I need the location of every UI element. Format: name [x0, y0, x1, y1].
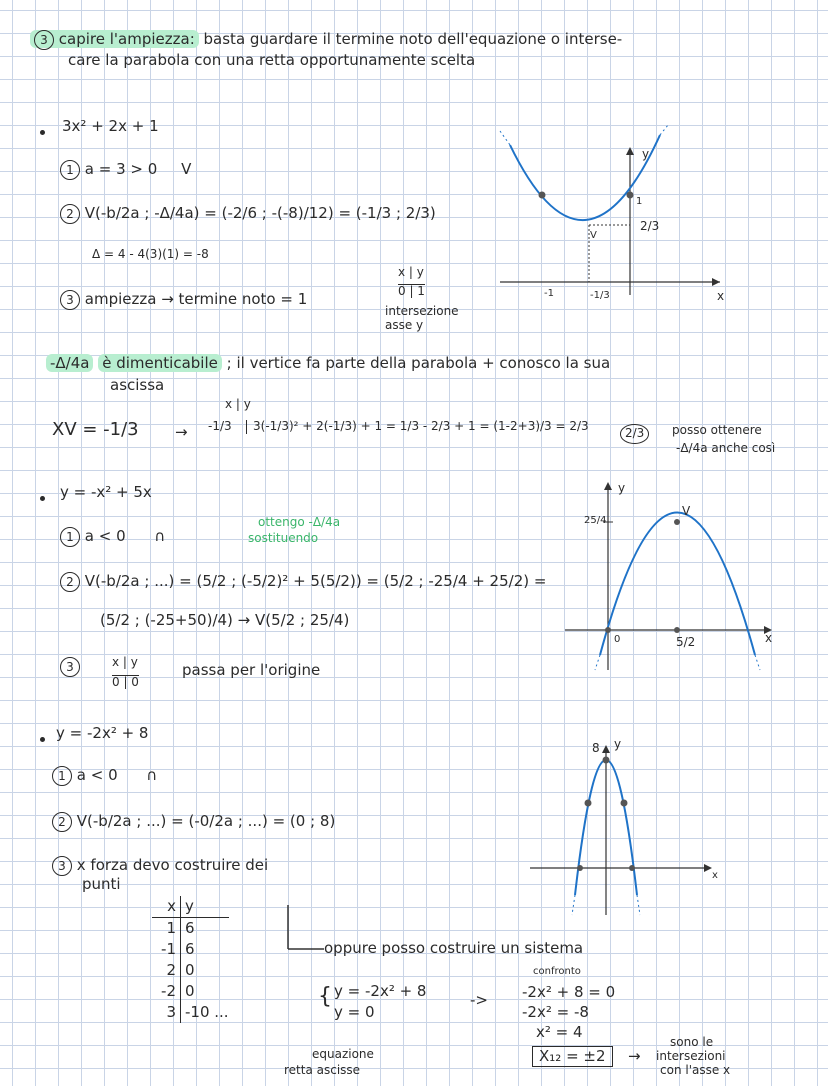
- graph1-tick-1: 1: [636, 196, 643, 207]
- eq-line-3: x² = 4: [536, 1023, 583, 1041]
- example2-table-row: 0 | 0: [112, 675, 139, 689]
- table-row: [152, 1002, 229, 1023]
- graph1-x-label: x: [717, 289, 725, 303]
- table-header-x: x: [152, 896, 181, 917]
- graph2-x-tick: 5/2: [676, 635, 696, 649]
- graph1-tick-neg13: -1/3: [590, 290, 610, 301]
- system-line-1: y = -2x² + 8: [334, 982, 427, 1000]
- concave-up-symbol: V: [181, 160, 192, 178]
- example2-step3-text: passa per l'origine: [182, 661, 321, 679]
- graph3-x-label: x: [712, 870, 718, 881]
- table-row: [152, 939, 229, 960]
- example1-intersection-note-1: intersezione: [385, 304, 459, 318]
- graph-parabola-3: [530, 737, 730, 920]
- table-row: [152, 918, 229, 939]
- table-cell-x: -2: [152, 981, 181, 1002]
- section-title-line: [30, 30, 622, 50]
- example3-step1: 1 a < 0 ∩: [52, 766, 157, 786]
- example1-step3-text: ampiezza → termine noto = 1: [84, 290, 308, 308]
- note-calculation: 3(-1/3)² + 2(-1/3) + 1 = 1/3 - 2/3 + 1 = (1-2+3)/3 = 2/3: [246, 420, 589, 434]
- graph2-y-tick: 25/4: [584, 515, 607, 526]
- eq-line-1: -2x² + 8 = 0: [522, 983, 616, 1001]
- note-side-2: -Δ/4a anche così: [676, 441, 776, 455]
- answer-box: X₁₂ = ±2: [532, 1046, 613, 1067]
- label-equazione: equazione: [312, 1047, 374, 1061]
- answer-arrow: →: [628, 1047, 641, 1065]
- graph1-value-label: 2/3: [640, 219, 660, 233]
- graph-parabola-2: [565, 480, 780, 680]
- concave-down-symbol: ∩: [146, 766, 158, 784]
- example3-step1-text: a < 0: [76, 766, 118, 784]
- example2-equation: y = -x² + 5x: [60, 483, 152, 501]
- table-row: [152, 960, 229, 981]
- point-marker: [627, 192, 634, 199]
- point-marker: [577, 865, 583, 871]
- example1-step1-text: a = 3 > 0: [84, 160, 158, 178]
- table-cell-x: 1: [152, 918, 181, 939]
- example3-step3-text-2: punti: [82, 875, 121, 893]
- example2-table-header: x | y: [112, 655, 138, 669]
- note-line: [46, 355, 610, 372]
- confronto-label: confronto: [533, 966, 581, 977]
- conclusion-2: intersezioni: [656, 1049, 726, 1063]
- example2-green-note-2: sostituendo: [248, 531, 319, 545]
- table-header-y: y: [185, 897, 194, 915]
- example1-table-row: 0 | 1: [398, 284, 425, 298]
- graph3-y-tick: 8: [592, 741, 600, 755]
- point-marker: [674, 519, 680, 525]
- note-side-1: posso ottenere: [672, 423, 762, 437]
- example2-step2: 2 V(-b/2a ; ...) = (5/2 ; (-5/2)² + 5(5/2)) = (5/2 ; -25/4 + 25/2) =: [60, 572, 546, 592]
- point-marker: [585, 800, 592, 807]
- graph2-vertex-label: V: [682, 504, 691, 518]
- label-retta-ascisse: retta ascisse: [284, 1063, 361, 1077]
- graph1-vertex-label: V: [590, 230, 597, 241]
- conclusion-1: sono le: [670, 1035, 714, 1049]
- note-text-2: ascissa: [110, 376, 165, 394]
- example1-equation: 3x² + 2x + 1: [62, 117, 159, 135]
- table-cell-y: -10 ...: [185, 1003, 229, 1021]
- note-text: ; il vertice fa parte della parabola + conosco la sua: [226, 354, 611, 372]
- table-cell-x: -1: [152, 939, 181, 960]
- xv-value: XV = -1/3: [52, 419, 139, 440]
- example1-step3: 3 ampiezza → termine noto = 1: [60, 290, 307, 310]
- point-marker: [621, 800, 628, 807]
- note-x-value: -1/3: [208, 419, 232, 433]
- example1-step2: 2 V(-b/2a ; -Δ/4a) = (-2/6 ; -(-8)/12) = (-1/3 ; 2/3): [60, 204, 436, 224]
- l-arrow: [286, 905, 326, 955]
- example1-delta: Δ = 4 - 4(3)(1) = -8: [92, 247, 209, 261]
- point-marker: [603, 757, 610, 764]
- example1-intersection-note-2: asse y: [385, 318, 424, 332]
- graph2-y-label: y: [618, 481, 626, 495]
- table-cell-y: 6: [185, 940, 195, 958]
- note-fraction: -Δ/4a: [46, 354, 93, 372]
- example3-equation: y = -2x² + 8: [56, 724, 149, 742]
- example1-table-header: x | y: [398, 265, 424, 279]
- system-arrow: ->: [470, 991, 488, 1009]
- conclusion-3: con l'asse x: [660, 1063, 731, 1077]
- table-cell-x: 3: [152, 1002, 181, 1023]
- section-number: 3: [34, 30, 54, 50]
- example1-step1: 1 a = 3 > 0 V: [60, 160, 191, 180]
- example2-step1-text: a < 0: [84, 527, 126, 545]
- table-cell-x: 2: [152, 960, 181, 981]
- alternative-text: oppure posso costruire un sistema: [324, 939, 584, 957]
- example2-step3: 3: [60, 657, 80, 677]
- note-table-header: x | y: [225, 397, 251, 411]
- point-marker: [605, 627, 611, 633]
- system-line-2: y = 0: [334, 1003, 375, 1021]
- bullet: [40, 496, 45, 501]
- example2-step1: 1 a < 0 ∩: [60, 527, 165, 547]
- point-marker: [629, 865, 635, 871]
- concave-down-symbol: ∩: [154, 527, 166, 545]
- example1-vertex-formula: V(-b/2a ; -Δ/4a) = (-2/6 ; -(-8)/12) = (-1/3 ; 2/3): [84, 204, 436, 222]
- example3-step3: 3 x forza devo costruire dei: [52, 856, 268, 876]
- bullet: [40, 737, 45, 742]
- example3-points-table: [152, 896, 229, 1023]
- table-cell-y: 0: [185, 982, 195, 1000]
- section-intro-line1: basta guardare il termine noto dell'equazione o interse-: [203, 30, 623, 48]
- table-cell-y: 6: [185, 919, 195, 937]
- point-marker: [539, 192, 546, 199]
- table-row: [152, 981, 229, 1002]
- note-highlight: è dimenticabile: [98, 354, 222, 372]
- example3-step3-text: x forza devo costruire dei: [76, 856, 269, 874]
- example2-green-note-1: ottengo -Δ/4a: [258, 515, 341, 529]
- graph1-tick-neg1: -1: [544, 288, 554, 299]
- example3-vertex-formula: V(-b/2a ; ...) = (-0/2a ; ...) = (0 ; 8): [76, 812, 336, 830]
- section-title: capire l'ampiezza:: [58, 30, 195, 48]
- graph2-x-label: x: [765, 631, 773, 645]
- graph2-origin: 0: [614, 634, 621, 645]
- table-cell-y: 0: [185, 961, 195, 979]
- note-result: 2/3: [620, 424, 649, 444]
- point-marker: [674, 627, 680, 633]
- system-brace: {: [318, 984, 332, 1009]
- graph1-y-label: y: [642, 147, 650, 161]
- note-arrow: →: [175, 423, 188, 441]
- eq-line-2: -2x² = -8: [522, 1003, 589, 1021]
- section-intro-line2: care la parabola con una retta opportunamente scelta: [68, 51, 476, 69]
- bullet: [40, 130, 45, 135]
- example2-vertex-line2: (5/2 ; (-25+50)/4) → V(5/2 ; 25/4): [100, 611, 350, 629]
- example3-step2: 2 V(-b/2a ; ...) = (-0/2a ; ...) = (0 ; 8): [52, 812, 335, 832]
- graph3-y-label: y: [614, 737, 622, 751]
- graph-parabola-1: [500, 125, 740, 305]
- example2-vertex-line1: V(-b/2a ; ...) = (5/2 ; (-5/2)² + 5(5/2)) = (5/2 ; -25/4 + 25/2) =: [84, 572, 547, 590]
